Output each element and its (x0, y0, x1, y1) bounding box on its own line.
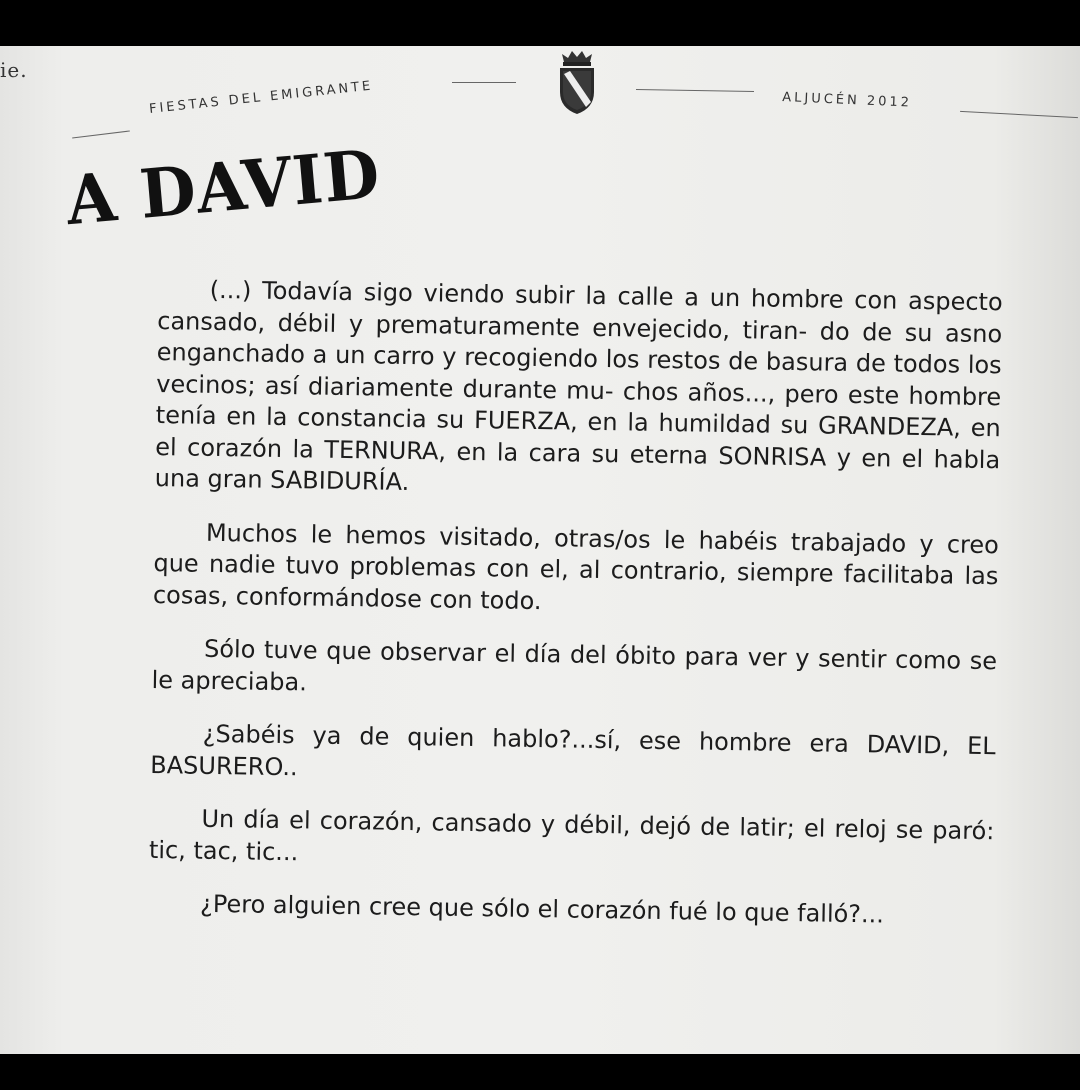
header-rule-left-center (452, 82, 516, 83)
paragraph-4: ¿Sabéis ya de quien hablo?...sí, ese hombre era DAVID, EL BASURERO.. (150, 719, 996, 781)
header-rule-right-center (636, 89, 754, 92)
paragraph-3: Sólo tuve que observar el día del óbito para ver y sentir como se le apreciaba. (151, 634, 998, 696)
header-rule-left (72, 130, 130, 138)
header-rule-right (960, 111, 1078, 118)
magazine-page (0, 46, 1080, 1054)
header-event-title: FIESTAS DEL EMIGRANTE (148, 78, 374, 117)
adjacent-page-text-fragment: ie. (0, 58, 28, 82)
paragraph-2: Muchos le hemos visitado, otras/os le habéis trabajado y creo que nadie tuvo problemas con el, al contrario, siempre facilitaba las cosas, conformándose con todo. (152, 518, 1000, 615)
paragraph-5: Un día el corazón, cansado y débil, dejó de latir; el reloj se paró: tic, tac, tic... (148, 804, 995, 866)
article-body (148, 274, 1003, 955)
coat-of-arms-icon (556, 48, 598, 116)
header-location-year: ALJUCÉN 2012 (782, 90, 913, 111)
paragraph-1: (...) Todavía sigo viendo subir la calle a un hombre con aspecto cansado, débil y prematuramente envejecido, tiran- do de su asno enganchado a un carro y recogiendo los restos de basura de todos los vecinos; así diariamente durante mu- chos años..., pero este hombre tenía en la constancia su FUERZA, en la humildad su GRANDEZA, en el corazón la TERNURA, en la cara su eterna SONRISA y en el habla una gran SABIDURÍA. (154, 275, 1003, 496)
paragraph-6: ¿Pero alguien cree que sólo el corazón fué lo que falló?... (199, 889, 885, 929)
article-title: A DAVID (63, 135, 384, 241)
